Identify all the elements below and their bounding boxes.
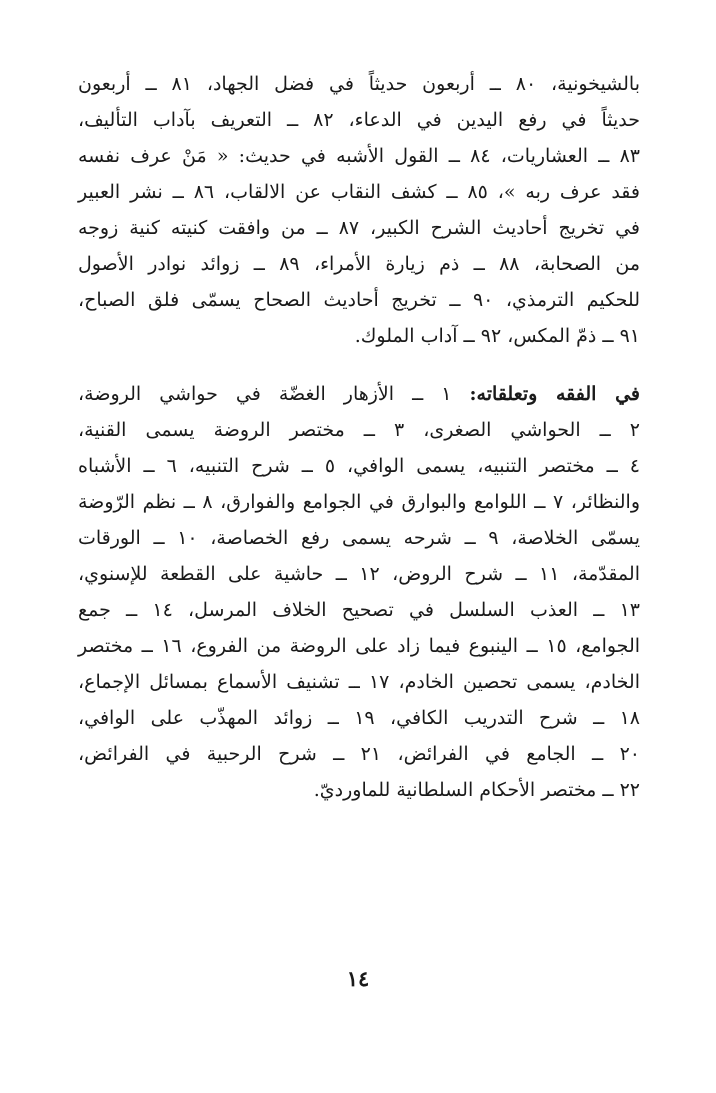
text-line: ٩١ ــ ذمّ المكس، ٩٢ ــ آداب الملوك. — [354, 325, 640, 347]
text-line: ٨٣ ــ العشاريات، ٨٤ ــ القول الأشبه في حديث: « مَنْ عرف نفسه — [78, 145, 640, 167]
text-line: الجوامع، ١٥ ــ الينبوع فيما زاد على الروضة من الفروع، ١٦ ــ مختصر — [78, 635, 641, 657]
text-line: والنظائر، ٧ ــ اللوامع والبوارق في الجوامع والفوارق، ٨ ــ نظم الرّوضة — [78, 491, 640, 513]
text-line: فقد عرف ربه »، ٨٥ ــ كشف النقاب عن الالقاب، ٨٦ ــ نشر العبير — [78, 181, 641, 203]
text-line: ١٣ ــ العذب السلسل في تصحيح الخلاف المرسل، ١٤ ــ جمع — [78, 599, 640, 621]
text-line: ٢ ــ الحواشي الصغرى، ٣ ــ مختصر الروضة يسمى القنية، — [78, 419, 640, 441]
section-heading: في الفقه وتعلقاته: — [469, 383, 640, 405]
paragraph-works-list — [78, 66, 640, 354]
text-line: يسمّى الخلاصة، ٩ ــ شرحه يسمى رفع الخصاصة، ١٠ ــ الورقات — [78, 527, 641, 549]
text-line: للحكيم الترمذي، ٩٠ ــ تخريج أحاديث الصحاح يسمّى فلق الصباح، — [78, 289, 641, 311]
text-line: في تخريج أحاديث الشرح الكبير، ٨٧ ــ من وافقت كنيته كنية زوجه — [78, 217, 640, 239]
page-number: ١٤ — [346, 966, 370, 991]
text-line: ٢٠ ــ الجامع في الفرائض، ٢١ ــ شرح الرحبية في الفرائض، — [78, 743, 640, 765]
paragraph-fiqh-works — [78, 376, 640, 808]
text-line-with-heading — [78, 376, 640, 412]
text-line: بالشيخونية، ٨٠ ــ أربعون حديثاً في فضل الجهاد، ٨١ ــ أربعون — [78, 73, 640, 95]
text-line: المقدّمة، ١١ ــ شرح الروض، ١٢ ــ حاشية على القطعة للإسنوي، — [78, 563, 640, 585]
text-line: من الصحابة، ٨٨ ــ ذم زيارة الأمراء، ٨٩ ــ زوائد نوادر الأصول — [78, 253, 641, 275]
text-line: الخادم، يسمى تحصين الخادم، ١٧ ــ تشنيف الأسماع بمسائل الإجماع، — [78, 671, 640, 693]
text-line: ٢٢ ــ مختصر الأحكام السلطانية للماورديّ. — [313, 779, 640, 801]
heading-line-text: ١ ــ الأزهار الغضّة في حواشي الروضة، — [78, 383, 470, 405]
text-line: ٤ ــ مختصر التنبيه، يسمى الوافي، ٥ ــ شرح التنبيه، ٦ ــ الأشباه — [78, 455, 640, 477]
text-line: ١٨ ــ شرح التدريب الكافي، ١٩ ــ زوائد المهذّب على الوافي، — [78, 707, 640, 729]
text-line: حديثاً في رفع اليدين في الدعاء، ٨٢ ــ التعريف بآداب التأليف، — [78, 109, 640, 131]
